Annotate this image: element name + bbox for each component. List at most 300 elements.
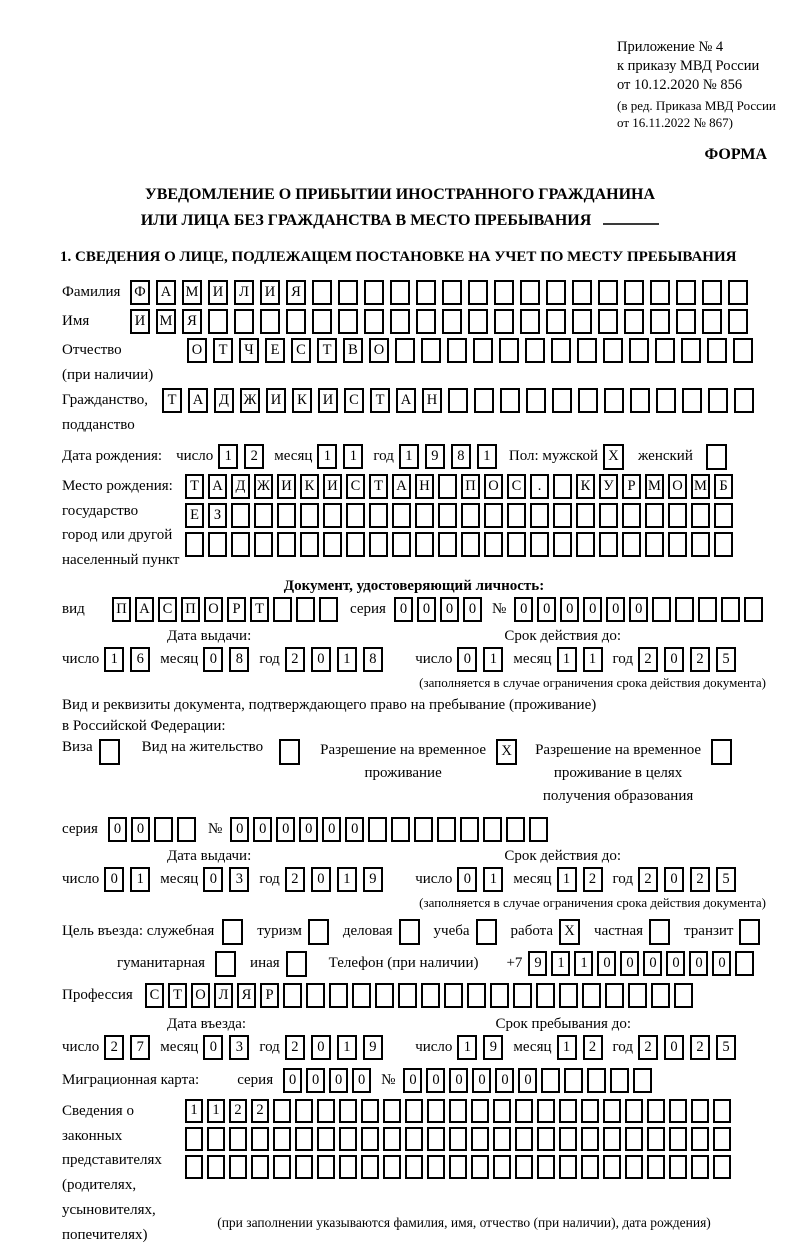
doc-type-input[interactable] [112,597,338,622]
char-box[interactable] [339,1127,357,1151]
char-box[interactable]: 1 [207,1099,225,1123]
char-box[interactable]: И [208,280,228,305]
char-box[interactable]: О [484,474,503,499]
char-box[interactable] [427,1155,445,1179]
char-box[interactable] [578,388,598,413]
residence-issue-day-input[interactable] [104,867,150,892]
char-box[interactable] [398,983,417,1008]
char-box[interactable]: 7 [130,1035,150,1060]
surname-input[interactable] [130,280,748,305]
char-box[interactable]: И [260,280,280,305]
birth-month-input[interactable] [317,444,363,469]
char-box[interactable]: 9 [425,444,445,469]
char-box[interactable]: 1 [557,867,577,892]
char-box[interactable] [656,388,676,413]
char-box[interactable] [669,1155,687,1179]
char-box[interactable] [494,280,514,305]
char-box[interactable] [599,532,618,557]
char-box[interactable] [598,309,618,334]
char-box[interactable] [655,338,675,363]
char-box[interactable] [651,983,670,1008]
char-box[interactable]: 0 [311,867,331,892]
residence-issue-year-input[interactable] [285,867,383,892]
char-box[interactable] [515,1099,533,1123]
char-box[interactable] [273,1127,291,1151]
char-box[interactable]: 2 [690,1035,710,1060]
char-box[interactable] [185,532,204,557]
char-box[interactable]: Е [265,338,285,363]
citizenship-input[interactable] [162,388,754,413]
char-box[interactable] [442,280,462,305]
char-box[interactable] [711,739,732,765]
char-box[interactable] [467,983,486,1008]
char-box[interactable] [559,1099,577,1123]
char-box[interactable] [622,532,641,557]
char-box[interactable] [312,280,332,305]
char-box[interactable] [499,338,519,363]
stay-year-input[interactable] [638,1035,736,1060]
char-box[interactable] [329,983,348,1008]
char-box[interactable] [650,309,670,334]
char-box[interactable] [515,1127,533,1151]
char-box[interactable] [728,280,748,305]
char-box[interactable] [603,1155,621,1179]
purpose-tourism-checkbox[interactable] [308,919,329,945]
char-box[interactable] [339,1155,357,1179]
char-box[interactable] [254,532,273,557]
char-box[interactable] [364,280,384,305]
char-box[interactable]: 1 [551,951,570,976]
char-box[interactable]: Д [214,388,234,413]
char-box[interactable]: Д [231,474,250,499]
char-box[interactable]: 0 [440,597,459,622]
residence-series-input[interactable] [108,817,196,842]
char-box[interactable]: 0 [276,817,295,842]
char-box[interactable]: М [182,280,202,305]
char-box[interactable] [576,503,595,528]
residence-valid-day-input[interactable] [457,867,503,892]
char-box[interactable]: О [187,338,207,363]
char-box[interactable] [338,309,358,334]
char-box[interactable]: Т [317,338,337,363]
phone-input[interactable] [528,951,754,976]
char-box[interactable] [254,503,273,528]
char-box[interactable] [493,1127,511,1151]
char-box[interactable]: X [603,444,624,470]
char-box[interactable]: 0 [283,1068,302,1093]
char-box[interactable] [277,532,296,557]
char-box[interactable] [471,1127,489,1151]
char-box[interactable] [708,388,728,413]
char-box[interactable]: О [668,474,687,499]
char-box[interactable] [552,388,572,413]
char-box[interactable]: С [346,474,365,499]
char-box[interactable] [296,597,315,622]
char-box[interactable]: 2 [285,647,305,672]
purpose-study-checkbox[interactable] [476,919,497,945]
char-box[interactable] [647,1099,665,1123]
char-box[interactable] [744,597,763,622]
char-box[interactable] [383,1155,401,1179]
char-box[interactable] [525,338,545,363]
char-box[interactable] [208,532,227,557]
char-box[interactable]: 2 [229,1099,247,1123]
char-box[interactable]: 0 [131,817,150,842]
char-box[interactable] [319,597,338,622]
char-box[interactable]: 1 [337,647,357,672]
char-box[interactable]: Р [622,474,641,499]
char-box[interactable]: 0 [643,951,662,976]
char-box[interactable] [317,1127,335,1151]
char-box[interactable]: 0 [104,867,124,892]
char-box[interactable] [474,388,494,413]
char-box[interactable] [369,532,388,557]
char-box[interactable]: 1 [337,867,357,892]
purpose-transit-checkbox[interactable] [739,919,760,945]
char-box[interactable] [605,983,624,1008]
patronymic-input[interactable] [187,338,753,363]
char-box[interactable] [624,309,644,334]
char-box[interactable] [587,1068,606,1093]
purpose-humanitarian-checkbox[interactable] [215,951,236,977]
char-box[interactable]: X [559,919,580,945]
char-box[interactable] [323,503,342,528]
char-box[interactable]: 0 [472,1068,491,1093]
char-box[interactable]: 0 [403,1068,422,1093]
temp-residence-checkbox[interactable] [496,739,517,765]
char-box[interactable]: И [318,388,338,413]
char-box[interactable] [442,309,462,334]
char-box[interactable] [647,1127,665,1151]
char-box[interactable] [414,817,433,842]
char-box[interactable] [625,1099,643,1123]
char-box[interactable]: Ж [254,474,273,499]
char-box[interactable]: Ж [240,388,260,413]
char-box[interactable] [537,1127,555,1151]
char-box[interactable]: 0 [203,867,223,892]
char-box[interactable] [581,1127,599,1151]
char-box[interactable]: Т [185,474,204,499]
char-box[interactable]: 1 [557,1035,577,1060]
representatives-line2-input[interactable] [185,1127,731,1151]
id-issue-month-input[interactable] [203,647,249,672]
char-box[interactable]: С [344,388,364,413]
char-box[interactable]: 9 [483,1035,503,1060]
char-box[interactable]: 2 [285,1035,305,1060]
char-box[interactable] [713,1155,731,1179]
char-box[interactable] [691,1127,709,1151]
char-box[interactable] [622,503,641,528]
char-box[interactable] [624,280,644,305]
char-box[interactable] [273,1099,291,1123]
char-box[interactable] [582,983,601,1008]
char-box[interactable]: 5 [716,647,736,672]
char-box[interactable] [707,338,727,363]
char-box[interactable] [461,503,480,528]
char-box[interactable]: 9 [363,1035,383,1060]
char-box[interactable] [526,388,546,413]
char-box[interactable] [676,309,696,334]
char-box[interactable]: 2 [244,444,264,469]
char-box[interactable]: С [158,597,177,622]
purpose-official-checkbox[interactable] [222,919,243,945]
residence-permit-checkbox[interactable] [279,739,300,765]
char-box[interactable]: Я [182,309,202,334]
birthplace-line1-input[interactable] [185,474,733,499]
char-box[interactable] [207,1155,225,1179]
char-box[interactable]: 0 [620,951,639,976]
char-box[interactable] [668,532,687,557]
char-box[interactable] [421,983,440,1008]
char-box[interactable] [706,444,727,470]
char-box[interactable] [448,388,468,413]
char-box[interactable] [438,532,457,557]
char-box[interactable]: 1 [104,647,124,672]
char-box[interactable] [507,503,526,528]
char-box[interactable] [295,1127,313,1151]
char-box[interactable]: 0 [352,1068,371,1093]
char-box[interactable] [468,309,488,334]
char-box[interactable] [581,1155,599,1179]
char-box[interactable]: 1 [185,1099,203,1123]
char-box[interactable] [460,817,479,842]
char-box[interactable] [390,280,410,305]
char-box[interactable] [306,983,325,1008]
char-box[interactable] [604,388,624,413]
char-box[interactable]: 8 [229,647,249,672]
char-box[interactable] [572,309,592,334]
char-box[interactable]: 0 [322,817,341,842]
char-box[interactable]: 3 [229,867,249,892]
char-box[interactable] [449,1099,467,1123]
char-box[interactable] [500,388,520,413]
char-box[interactable] [572,280,592,305]
char-box[interactable]: 1 [399,444,419,469]
birth-day-input[interactable] [218,444,264,469]
char-box[interactable]: У [599,474,618,499]
char-box[interactable] [273,597,292,622]
char-box[interactable] [541,1068,560,1093]
char-box[interactable] [415,532,434,557]
char-box[interactable] [669,1127,687,1151]
char-box[interactable] [251,1127,269,1151]
char-box[interactable] [444,983,463,1008]
char-box[interactable]: 0 [666,951,685,976]
char-box[interactable] [682,388,702,413]
char-box[interactable] [427,1099,445,1123]
char-box[interactable]: 1 [483,647,503,672]
char-box[interactable] [714,503,733,528]
char-box[interactable]: 0 [394,597,413,622]
char-box[interactable]: К [300,474,319,499]
char-box[interactable]: М [645,474,664,499]
char-box[interactable] [260,309,280,334]
char-box[interactable]: А [188,388,208,413]
char-box[interactable]: И [323,474,342,499]
char-box[interactable] [295,1099,313,1123]
char-box[interactable]: 0 [311,647,331,672]
char-box[interactable]: Я [286,280,306,305]
doc-series-input[interactable] [394,597,482,622]
char-box[interactable] [553,503,572,528]
char-box[interactable]: Т [168,983,187,1008]
char-box[interactable]: 0 [417,597,436,622]
char-box[interactable]: 2 [104,1035,124,1060]
purpose-work-checkbox[interactable] [559,919,580,945]
char-box[interactable]: О [369,338,389,363]
purpose-other-checkbox[interactable] [286,951,307,977]
birthplace-line3-input[interactable] [185,532,733,557]
migration-series-input[interactable] [283,1068,371,1093]
char-box[interactable] [185,1127,203,1151]
char-box[interactable] [286,309,306,334]
char-box[interactable]: О [204,597,223,622]
char-box[interactable]: 1 [477,444,497,469]
id-issue-year-input[interactable] [285,647,383,672]
char-box[interactable]: Т [213,338,233,363]
char-box[interactable]: 0 [230,817,249,842]
char-box[interactable] [603,1099,621,1123]
char-box[interactable]: А [208,474,227,499]
char-box[interactable] [154,817,173,842]
char-box[interactable] [546,280,566,305]
char-box[interactable]: 2 [638,1035,658,1060]
char-box[interactable] [625,1155,643,1179]
char-box[interactable]: 1 [557,647,577,672]
char-box[interactable]: 0 [583,597,602,622]
char-box[interactable]: 0 [597,951,616,976]
char-box[interactable] [702,309,722,334]
char-box[interactable]: 0 [426,1068,445,1093]
char-box[interactable] [338,280,358,305]
char-box[interactable] [484,532,503,557]
char-box[interactable] [185,1155,203,1179]
char-box[interactable] [669,1099,687,1123]
char-box[interactable]: Н [422,388,442,413]
char-box[interactable] [691,503,710,528]
char-box[interactable]: М [156,309,176,334]
char-box[interactable]: В [343,338,363,363]
char-box[interactable] [438,474,457,499]
char-box[interactable] [713,1127,731,1151]
char-box[interactable] [733,338,753,363]
purpose-business-checkbox[interactable] [399,919,420,945]
char-box[interactable]: 6 [130,647,150,672]
entry-day-input[interactable] [104,1035,150,1060]
char-box[interactable] [392,503,411,528]
char-box[interactable] [650,280,670,305]
char-box[interactable] [513,983,532,1008]
char-box[interactable] [490,983,509,1008]
char-box[interactable]: 9 [528,951,547,976]
char-box[interactable] [668,503,687,528]
char-box[interactable] [633,1068,652,1093]
char-box[interactable]: 1 [317,444,337,469]
id-issue-day-input[interactable] [104,647,150,672]
char-box[interactable] [391,817,410,842]
char-box[interactable] [416,309,436,334]
char-box[interactable] [273,1155,291,1179]
temp-residence-education-checkbox[interactable] [711,739,732,765]
char-box[interactable] [177,817,196,842]
char-box[interactable] [713,1099,731,1123]
char-box[interactable] [493,1099,511,1123]
profession-input[interactable] [145,983,693,1008]
char-box[interactable] [286,951,307,977]
char-box[interactable]: 0 [203,647,223,672]
char-box[interactable] [317,1155,335,1179]
char-box[interactable]: А [392,474,411,499]
char-box[interactable]: С [507,474,526,499]
char-box[interactable] [494,309,514,334]
char-box[interactable]: 1 [483,867,503,892]
char-box[interactable] [652,597,671,622]
char-box[interactable] [231,503,250,528]
char-box[interactable] [229,1127,247,1151]
stay-month-input[interactable] [557,1035,603,1060]
char-box[interactable] [229,1155,247,1179]
char-box[interactable] [395,338,415,363]
visa-checkbox[interactable] [99,739,120,765]
char-box[interactable]: 9 [363,867,383,892]
char-box[interactable] [598,280,618,305]
char-box[interactable]: П [112,597,131,622]
birth-year-input[interactable] [399,444,497,469]
char-box[interactable] [383,1127,401,1151]
char-box[interactable] [529,817,548,842]
char-box[interactable]: И [277,474,296,499]
char-box[interactable]: 0 [306,1068,325,1093]
char-box[interactable] [559,1155,577,1179]
migration-number-input[interactable] [403,1068,652,1093]
char-box[interactable] [483,817,502,842]
char-box[interactable] [279,739,300,765]
char-box[interactable]: Т [250,597,269,622]
char-box[interactable]: 2 [583,1035,603,1060]
char-box[interactable] [383,1099,401,1123]
char-box[interactable] [449,1155,467,1179]
char-box[interactable]: Т [369,474,388,499]
char-box[interactable] [630,388,650,413]
char-box[interactable]: 0 [514,597,533,622]
char-box[interactable]: Ф [130,280,150,305]
char-box[interactable] [415,503,434,528]
char-box[interactable]: 0 [311,1035,331,1060]
char-box[interactable] [628,983,647,1008]
char-box[interactable] [208,309,228,334]
char-box[interactable] [553,532,572,557]
char-box[interactable]: 0 [606,597,625,622]
char-box[interactable]: 5 [716,867,736,892]
char-box[interactable] [438,503,457,528]
char-box[interactable] [99,739,120,765]
char-box[interactable] [231,532,250,557]
char-box[interactable] [625,1127,643,1151]
char-box[interactable] [471,1099,489,1123]
char-box[interactable]: 0 [457,647,477,672]
char-box[interactable]: 0 [518,1068,537,1093]
char-box[interactable]: Л [214,983,233,1008]
char-box[interactable]: О [191,983,210,1008]
char-box[interactable] [559,1127,577,1151]
char-box[interactable]: А [135,597,154,622]
char-box[interactable] [471,1155,489,1179]
char-box[interactable]: 0 [108,817,127,842]
char-box[interactable] [493,1155,511,1179]
char-box[interactable] [576,532,595,557]
char-box[interactable] [599,503,618,528]
char-box[interactable]: 1 [218,444,238,469]
